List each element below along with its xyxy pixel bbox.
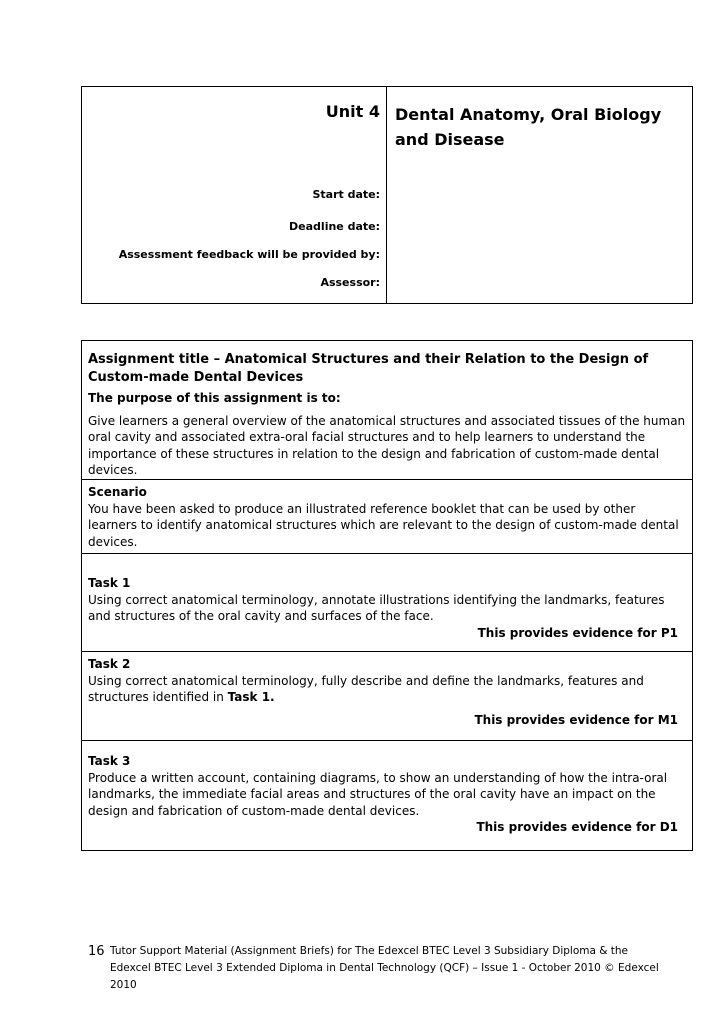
task-1-cell <box>82 553 692 651</box>
assignment-title: Assignment title – Anatomical Structures and their Relation to the Design of Custom-made Dental Devices <box>88 352 649 385</box>
assessor-label: Assessor: <box>320 276 380 289</box>
purpose-label: The purpose of this assignment is to: <box>88 391 341 405</box>
task-2-reference: Task 1. <box>227 690 275 704</box>
task-2-cell <box>82 651 692 740</box>
page-number: 16 <box>88 944 105 959</box>
unit-number: Unit 4 <box>325 102 380 121</box>
header-column-divider <box>386 87 387 303</box>
deadline-date-label: Deadline date: <box>289 220 380 233</box>
task-2-text: Using correct anatomical terminology, fully describe and define the landmarks, features and structures identified in <box>88 673 644 704</box>
task-3-evidence: This provides evidence for D1 <box>476 820 678 834</box>
task-2-evidence: This provides evidence for M1 <box>474 712 678 727</box>
task-2-label: Task 2 <box>88 657 131 671</box>
task-2-text-block <box>88 673 686 706</box>
assignment-table <box>81 340 693 851</box>
scenario-cell <box>82 479 692 553</box>
purpose-text: Give learners a general overview of the anatomical structures and associated tissues of the human oral cavity and associated extra-oral facial structures and to help learners to understand the importance of these structures in relation to the design and fabrication of custom-made dental devices. <box>88 413 686 477</box>
assignment-title-cell <box>82 341 692 479</box>
scenario-label: Scenario <box>88 485 147 499</box>
footer-text: Tutor Support Material (Assignment Briefs) for The Edexcel BTEC Level 3 Subsidiary Diploma & the Edexcel BTEC Level 3 Extended Diploma in Dental Technology (QCF) – Issue 1 - October 2010 © Edexcel 2010 <box>110 945 659 991</box>
unit-header-table <box>81 86 693 304</box>
task-3-label: Task 3 <box>88 754 131 768</box>
start-date-label: Start date: <box>312 188 380 201</box>
task-1-text: Using correct anatomical terminology, annotate illustrations identifying the landmarks, features and structures of the oral cavity and surfaces of the face. <box>88 592 665 623</box>
unit-title: Dental Anatomy, Oral Biology and Disease <box>395 105 662 149</box>
task-1-label: Task 1 <box>88 576 131 590</box>
feedback-label: Assessment feedback will be provided by: <box>118 248 380 261</box>
task-1-evidence: This provides evidence for P1 <box>477 625 678 640</box>
task-3-cell <box>82 740 692 850</box>
task-3-text: Produce a written account, containing diagrams, to show an understanding of how the intra-oral landmarks, the immediate facial areas and structures of the oral cavity have an impact on the design and fabrication of custom-made dental devices. <box>88 770 668 818</box>
scenario-text: You have been asked to produce an illustrated reference booklet that can be used by other learners to identify anatomical structures which are relevant to the design of custom-made dental devices. <box>88 501 679 549</box>
